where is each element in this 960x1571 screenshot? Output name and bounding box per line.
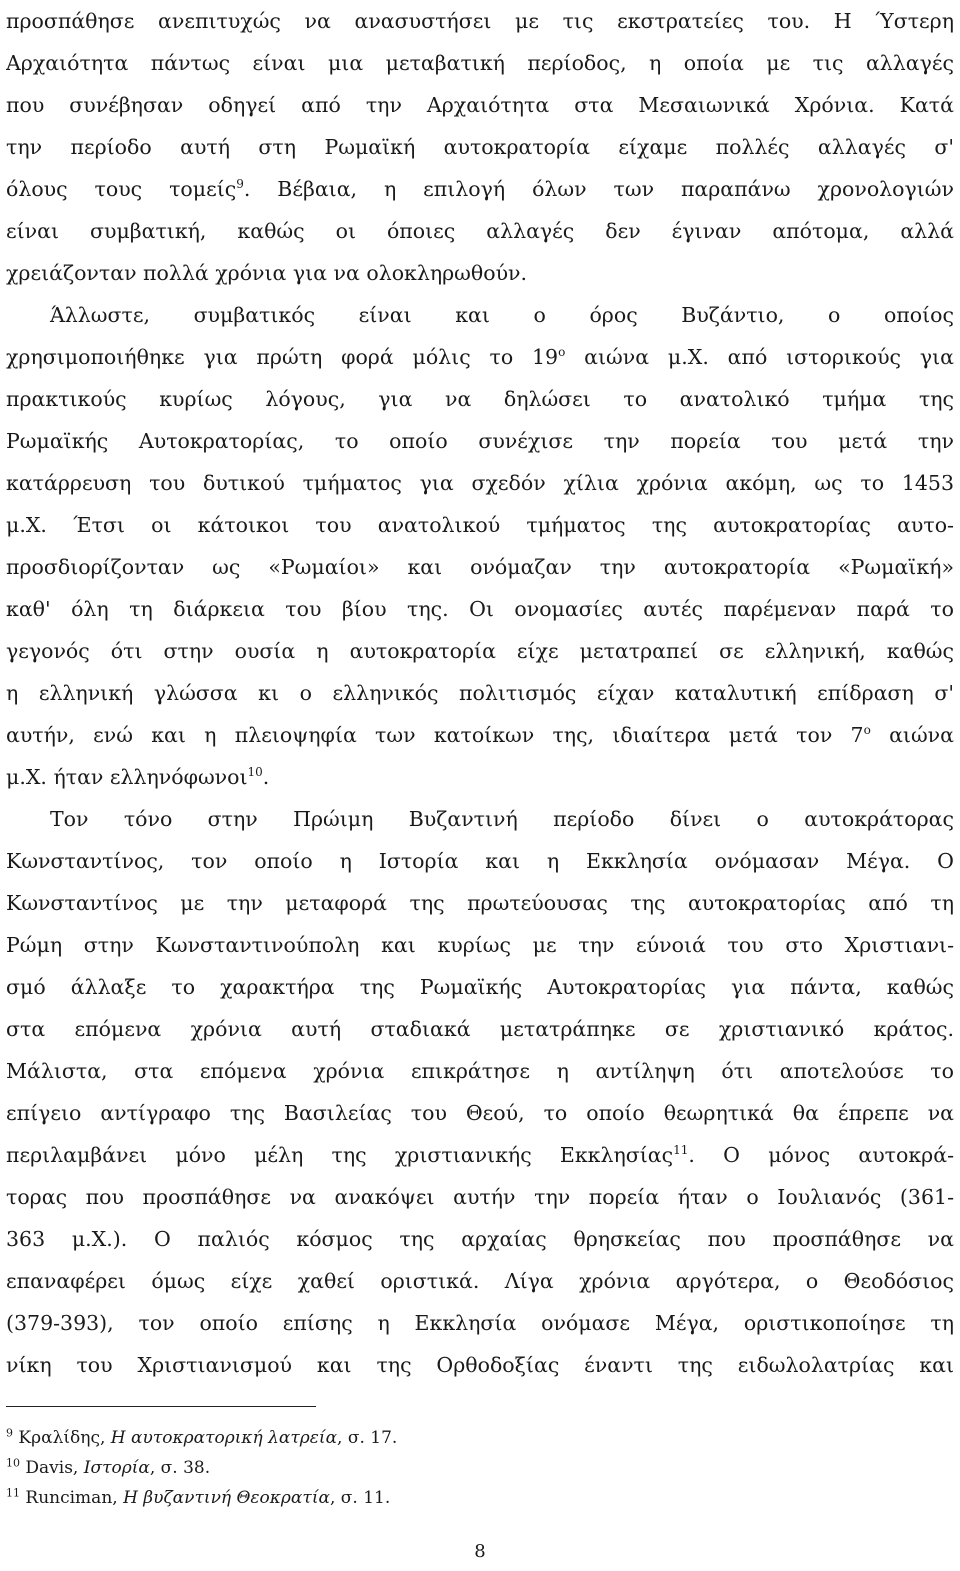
line-text: που συνέβησαν οδηγεί από την Αρχαιότητα στα Μεσαιωνικά Χρόνια. Κατά: [6, 93, 954, 117]
text-line: [6, 168, 954, 210]
text-line: [6, 798, 954, 840]
line-text: προσδιορίζονταν ως «Ρωμαίοι» και ονόμαζαν την αυτοκρατορία «Ρωμαϊκή»: [6, 555, 954, 579]
line-text: επίγειο αντίγραφο της Βασιλείας του Θεού, το οποίο θεωρητικά θα έπρεπε να: [6, 1101, 954, 1125]
footnote-work-title: Η αυτοκρατορική λατρεία: [110, 1428, 338, 1448]
text-line: [6, 336, 954, 378]
line-text: Κωνσταντίνος, τον οποίο η Ιστορία και η Εκκλησία ονόμασαν Μέγα. Ο: [6, 849, 954, 873]
line-text: περιλαμβάνει μόνο μέλη της χριστιανικής Εκκλησίας: [6, 1143, 674, 1167]
footnote-work-title: Ιστορία: [83, 1458, 150, 1478]
line-text: σμό άλλαξε το χαρακτήρα της Ρωμαϊκής Αυτοκρατορίας για πάντα, καθώς: [6, 975, 954, 999]
line-text: επαναφέρει όμως είχε χαθεί οριστικά. Λίγα χρόνια αργότερα, ο Θεοδόσιος: [6, 1269, 954, 1293]
text-line: [6, 546, 954, 588]
text-line: [6, 294, 954, 336]
line-text: χρησιμοποιήθηκε για πρώτη φορά μόλις το 19: [6, 345, 559, 369]
text-line: [6, 126, 954, 168]
line-text: (379-393), τον οποίο επίσης η Εκκλησία ονόμασε Μέγα, οριστικοποίησε τη: [6, 1311, 954, 1335]
text-line: [6, 1260, 954, 1302]
document-body: [6, 0, 954, 1386]
text-line: [6, 0, 954, 42]
superscript: 11: [673, 1143, 689, 1158]
text-line: [6, 462, 954, 504]
line-text: αυτήν, ενώ και η πλειοψηφία των κατοίκων της, ιδιαίτερα μετά τον 7: [6, 723, 864, 747]
text-line: [6, 756, 954, 798]
line-text: καθ' όλη τη διάρκεια του βίου της. Οι ονομασίες αυτές παρέμεναν παρά το: [6, 597, 954, 621]
text-line: [6, 1050, 954, 1092]
footnote: [6, 1483, 706, 1513]
line-text: Ρώμη στην Κωνσταντινούπολη και κυρίως με την εύνοιά του στο Χριστιανι-: [6, 933, 954, 957]
footnote: [6, 1453, 706, 1483]
page-number: 8: [474, 1541, 486, 1562]
text-line: [6, 84, 954, 126]
line-text: Μάλιστα, στα επόμενα χρόνια επικράτησε η αντίληψη ότι αποτελούσε το: [6, 1059, 954, 1083]
text-line: [6, 882, 954, 924]
text-line: [6, 210, 954, 252]
footnote-page-ref: , σ. 38.: [149, 1458, 211, 1478]
footnote-number: 9: [6, 1426, 13, 1440]
text-line: [6, 1344, 954, 1386]
text-line: [6, 588, 954, 630]
line-text: όλους τους τομείς: [6, 177, 237, 201]
line-text: Αρχαιότητα πάντως είναι μια μεταβατική περίοδος, η οποία με τις αλλαγές: [6, 51, 954, 75]
line-text-continued: . Βέβαια, η επιλογή όλων των παραπάνω χρονολογιών: [243, 177, 954, 201]
footnote-author: Runciman,: [25, 1488, 124, 1508]
line-text: πρακτικούς κυρίως λόγους, για να δηλώσει το ανατολικό τμήμα της: [6, 387, 954, 411]
text-line: [6, 630, 954, 672]
line-text: 363 μ.Χ.). Ο παλιός κόσμος της αρχαίας θρησκείας που προσπάθησε να: [6, 1227, 954, 1251]
line-text: προσπάθησε ανεπιτυχώς να ανασυστήσει με τις εκστρατείες του. Η Ύστερη: [6, 9, 954, 33]
superscript: ο: [558, 345, 566, 360]
line-text: στα επόμενα χρόνια αυτή σταδιακά μετατράπηκε σε χριστιανικό κράτος.: [6, 1017, 954, 1041]
text-line: [6, 672, 954, 714]
superscript: ο: [863, 723, 871, 738]
footnote-separator: [6, 1406, 316, 1407]
line-text: Ρωμαϊκής Αυτοκρατορίας, το οποίο συνέχισε την πορεία του μετά την: [6, 429, 954, 453]
text-line: [6, 1176, 954, 1218]
superscript: 9: [236, 177, 244, 192]
text-line: [6, 1218, 954, 1260]
line-text-continued: αιώνα: [870, 723, 954, 747]
footnote-author: Κραλίδης,: [18, 1428, 111, 1448]
text-line: [6, 1092, 954, 1134]
text-line: [6, 1134, 954, 1176]
footnote-number: 11: [6, 1486, 20, 1500]
text-line: [6, 378, 954, 420]
line-text: νίκη του Χριστιανισμού και της Ορθοδοξίας έναντι της ειδωλολατρίας και: [6, 1353, 954, 1377]
line-text: μ.Χ. Έτσι οι κάτοικοι του ανατολικού τμήματος της αυτοκρατορίας αυτο-: [6, 513, 954, 537]
text-line: [6, 1302, 954, 1344]
text-line: [6, 1008, 954, 1050]
superscript: 10: [247, 765, 263, 780]
line-text-continued: αιώνα μ.Χ. από ιστορικούς για: [565, 345, 954, 369]
line-text: Τον τόνο στην Πρώιμη Βυζαντινή περίοδο δίνει ο αυτοκράτορας: [50, 807, 954, 831]
line-text-continued: . Ο μόνος αυτοκρά-: [688, 1143, 954, 1167]
line-text: είναι συμβατική, καθώς οι όποιες αλλαγές δεν έγιναν απότομα, αλλά: [6, 219, 954, 243]
line-text: μ.Χ. ήταν ελληνόφωνοι: [6, 765, 248, 789]
text-line: [6, 420, 954, 462]
line-text-continued: .: [262, 765, 270, 789]
line-text: Κωνσταντίνος με την μεταφορά της πρωτεύουσας της αυτοκρατορίας από τη: [6, 891, 954, 915]
footnote-number: 10: [6, 1456, 20, 1470]
text-line: [6, 42, 954, 84]
footnote-work-title: Η βυζαντινή Θεοκρατία: [123, 1488, 330, 1508]
line-text: την περίοδο αυτή στη Ρωμαϊκή αυτοκρατορία είχαμε πολλές αλλαγές σ': [6, 135, 954, 159]
text-line: [6, 252, 954, 294]
footnotes: [6, 1423, 706, 1513]
line-text: γεγονός ότι στην ουσία η αυτοκρατορία είχε μετατραπεί σε ελληνική, καθώς: [6, 639, 954, 663]
footnote-page-ref: , σ. 17.: [337, 1428, 398, 1448]
line-text: χρειάζονταν πολλά χρόνια για να ολοκληρωθούν.: [6, 261, 528, 285]
text-line: [6, 966, 954, 1008]
line-text: τορας που προσπάθησε να ανακόψει αυτήν την πορεία ήταν ο Ιουλιανός (361-: [6, 1185, 954, 1209]
text-line: [6, 504, 954, 546]
footnote-page-ref: , σ. 11.: [329, 1488, 391, 1508]
line-text: η ελληνική γλώσσα κι ο ελληνικός πολιτισμός είχαν καταλυτική επίδραση σ': [6, 681, 954, 705]
line-text: Άλλωστε, συμβατικός είναι και ο όρος Βυζάντιο, ο οποίος: [50, 303, 954, 327]
text-line: [6, 714, 954, 756]
footnote: [6, 1423, 706, 1453]
footnote-author: Davis,: [25, 1458, 84, 1478]
line-text: κατάρρευση του δυτικού τμήματος για σχεδόν χίλια χρόνια ακόμη, ως το 1453: [6, 471, 954, 495]
text-line: [6, 840, 954, 882]
text-line: [6, 924, 954, 966]
